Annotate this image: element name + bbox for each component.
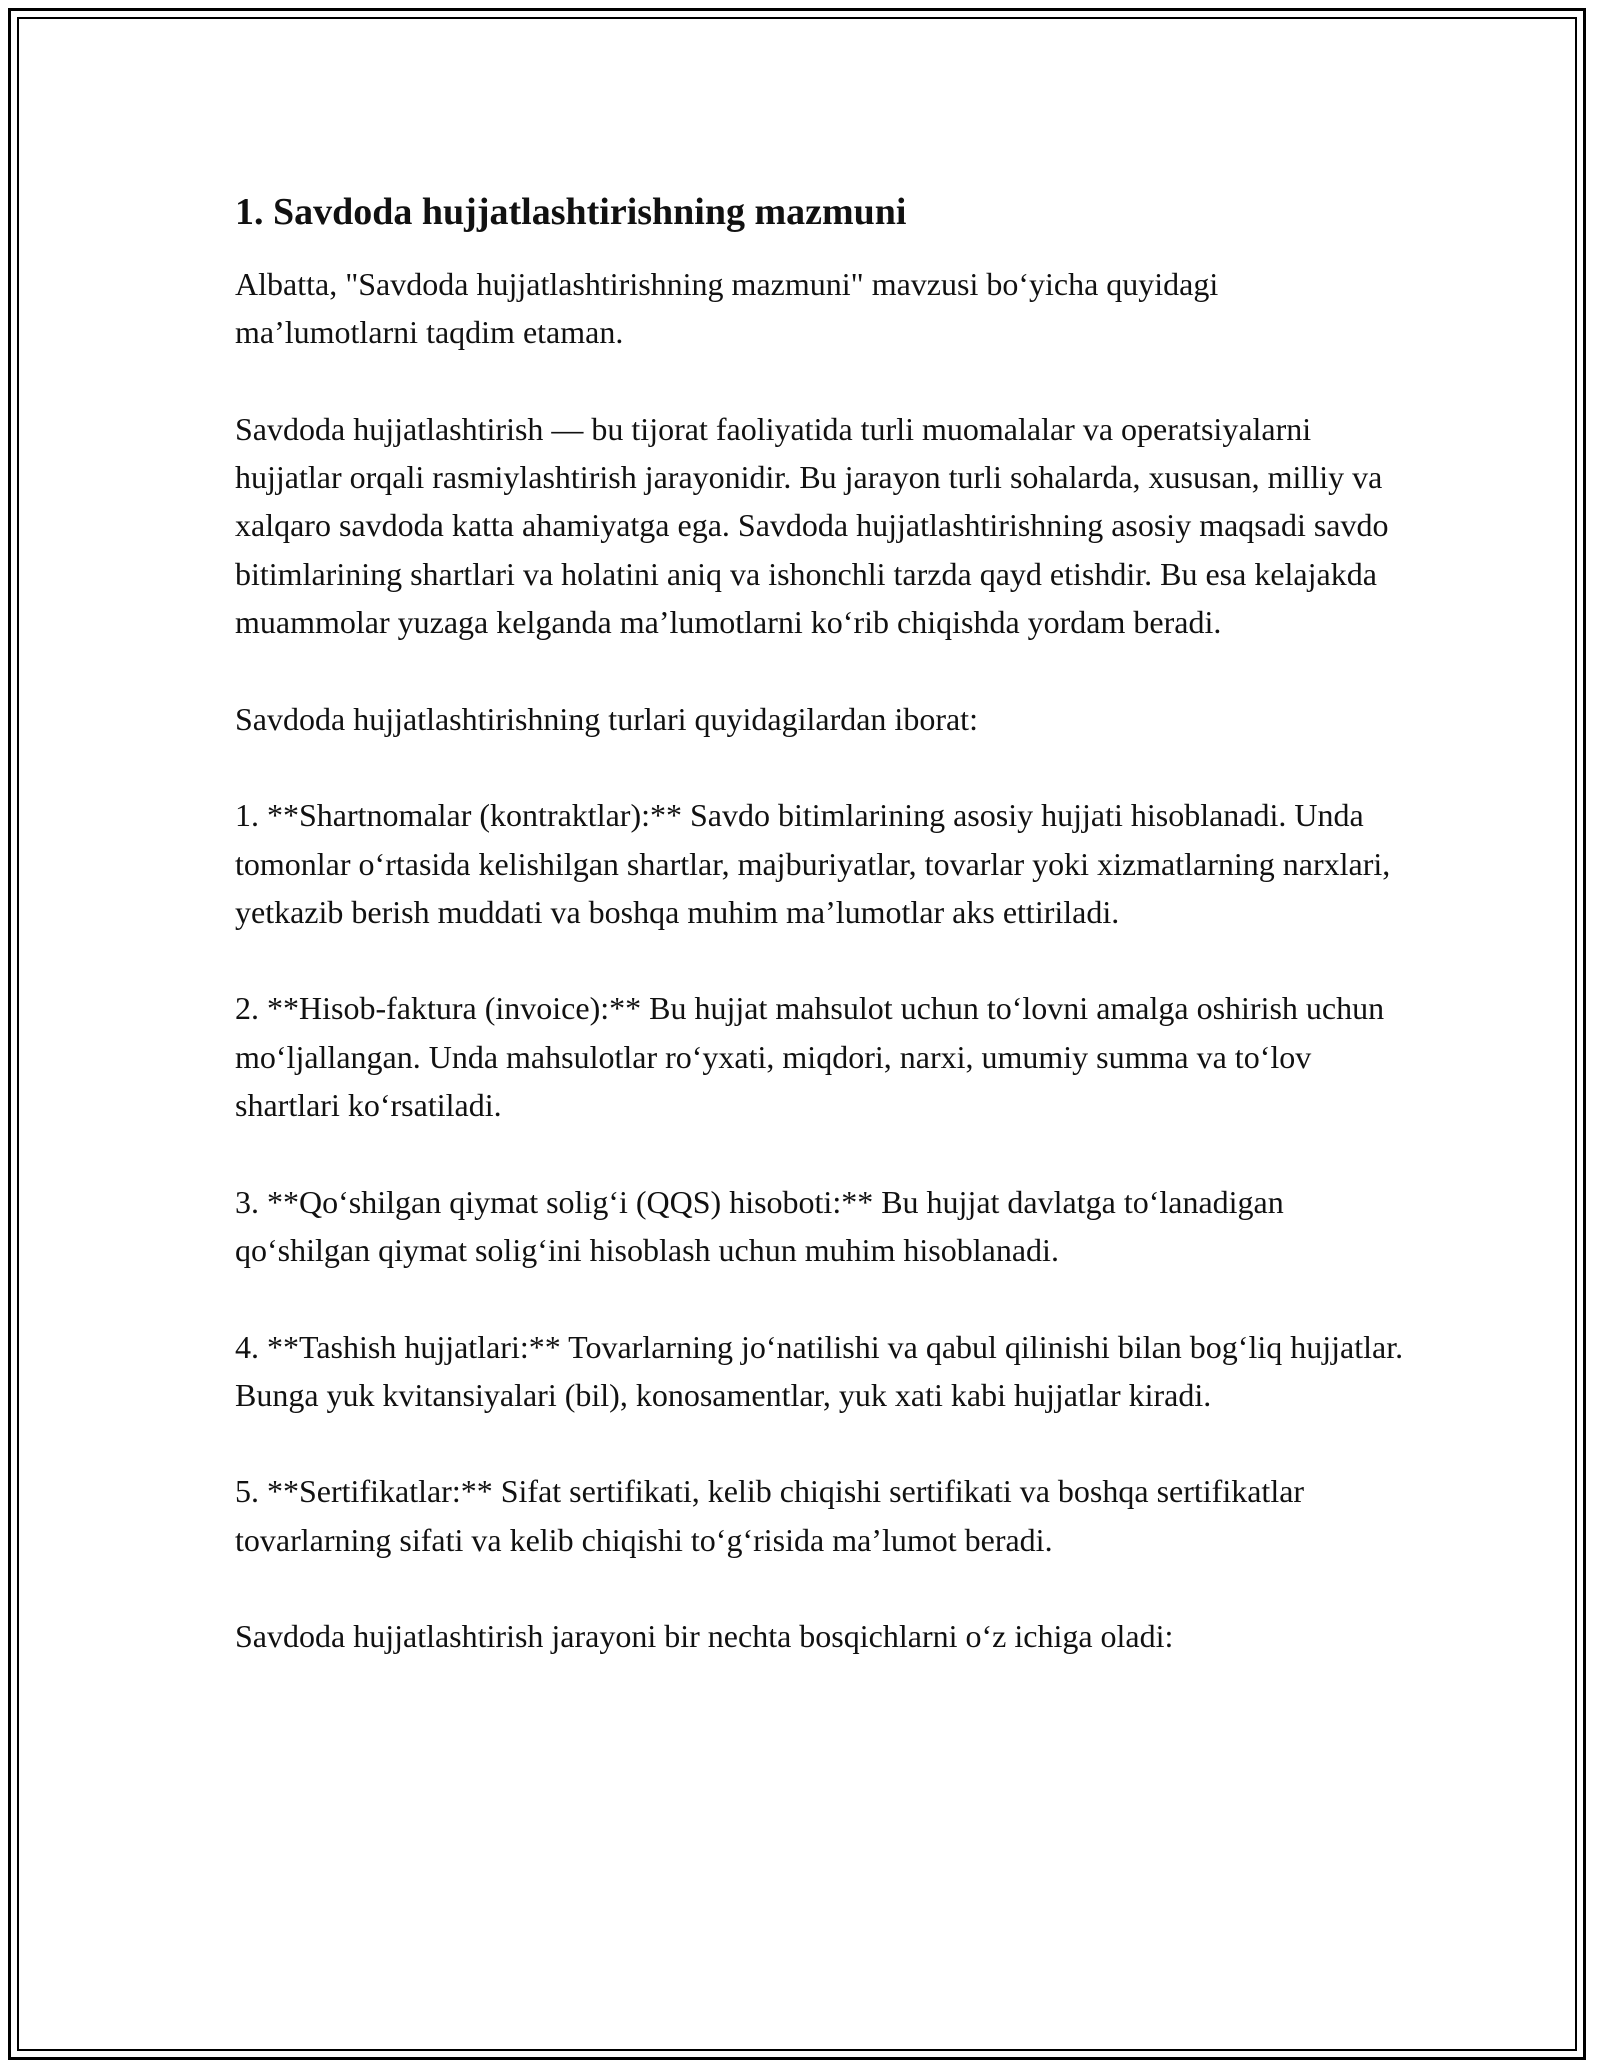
document-body	[235, 188, 1405, 1709]
intro-paragraph: Albatta, "Savdoda hujjatlashtirishning mazmuni" mavzusi bo‘yicha quyidagi ma’lumotlarni taqdim etaman.	[235, 266, 1219, 351]
stages-intro-paragraph: Savdoda hujjatlashtirish jarayoni bir nechta bosqichlarni o‘z ichiga oladi:	[235, 1618, 1174, 1655]
list-item-transport-documents: 4. **Tashish hujjatlari:** Tovarlarning jo‘natilishi va qabul qilinishi bilan bog‘liq hujjatlar. Bunga yuk kvitansiyalari (bil), konosamentlar, yuk xati kabi hujjatlar kiradi.	[235, 1328, 1404, 1413]
list-item-vat-report: 3. **Qo‘shilgan qiymat solig‘i (QQS) hisoboti:** Bu hujjat davlatga to‘lanadigan qo‘shilgan qiymat solig‘ini hisoblash uchun muhim hisoblanadi.	[235, 1183, 1284, 1268]
section-heading: 1. Savdoda hujjatlashtirishning mazmuni	[235, 191, 907, 233]
list-item-contracts: 1. **Shartnomalar (kontraktlar):** Savdo bitimlarining asosiy hujjati hisoblanadi. Unda tomonlar o‘rtasida kelishilgan shartlar, majburiyatlar, tovarlar yoki xizmatlarning narxlari, yetkazib berish muddati va boshqa muhim ma’lumotlar aks ettiriladi.	[235, 797, 1391, 930]
types-intro-paragraph: Savdoda hujjatlashtirishning turlari quyidagilardan iborat:	[235, 700, 978, 737]
definition-paragraph: Savdoda hujjatlashtirish — bu tijorat faoliyatida turli muomalalar va operatsiyalarni hujjatlar orqali rasmiylashtirish jarayonidir. Bu jarayon turli sohalarda, xususan, milliy va xalqaro savdoda katta ahamiyatga ega. Savdoda hujjatlashtirishning asosiy maqsadi savdo bitimlarining shartlari va holatini aniq va ishonchli tarzda qayd etishdir. Bu esa kelajakda muammolar yuzaga kelganda ma’lumotlarni ko‘rib chiqishda yordam beradi.	[235, 410, 1389, 641]
list-item-invoice: 2. **Hisob-faktura (invoice):** Bu hujjat mahsulot uchun to‘lovni amalga oshirish uchun mo‘ljallangan. Unda mahsulotlar ro‘yxati, miqdori, narxi, umumiy summa va to‘lov shartlari ko‘rsatiladi.	[235, 990, 1385, 1124]
list-item-certificates: 5. **Sertifikatlar:** Sifat sertifikati, kelib chiqishi sertifikati va boshqa sertifikatlar tovarlarning sifati va kelib chiqishi to‘g‘risida ma’lumot beradi.	[235, 1473, 1305, 1558]
